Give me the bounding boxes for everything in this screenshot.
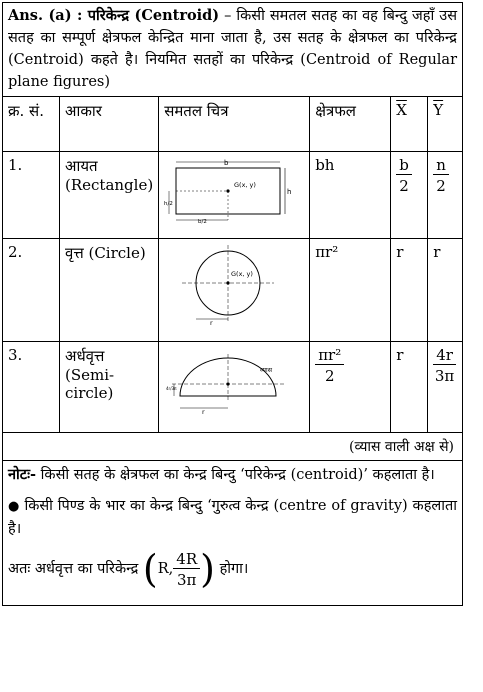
intro-text: – किसी समतल सतह का वह बिन्दु जहाँ उस सतह का सम्पूर्ण क्षेत्रफल केन्द्रित माना जाता है, उस सतह के क्षेत्रफल का परिकेन्द्र (Centroid) कहते है। नियमित सतहों का परिकेन्द्र (Centroid of Regular plane figures)	[8, 8, 457, 90]
row-sno: 1.	[3, 152, 60, 239]
note-2	[8, 495, 457, 541]
row-sno: 2.	[3, 239, 60, 342]
header-figure: समतल चित्र	[159, 97, 310, 152]
note-1	[8, 463, 457, 487]
solution-box	[2, 2, 463, 606]
conclusion	[8, 549, 457, 589]
ybar-num: n	[433, 156, 449, 175]
figure-cell	[159, 152, 310, 239]
notes-section	[3, 461, 462, 605]
label-h2: h/2	[164, 201, 174, 207]
note-label: नोटः-	[8, 466, 37, 483]
row-area: bh	[310, 152, 391, 239]
note-2-text: किसी पिण्ड के भार का केन्द्र बिन्दु ‘गुरुत्व केन्द्र (centre of gravity) कहलाता है।	[8, 498, 458, 537]
rectangle-figure	[164, 156, 294, 224]
table-row	[3, 152, 462, 239]
conclusion-pre: अतः अर्धवृत्त का परिकेन्द्र	[8, 561, 139, 577]
xbar-num: b	[396, 156, 412, 175]
right-paren-icon: )	[200, 547, 215, 591]
header-ybar	[428, 97, 462, 152]
conclusion-num: 4R	[173, 550, 200, 569]
row-area: πr²	[310, 239, 391, 342]
table-header-row	[3, 97, 462, 152]
centroid-table	[3, 97, 462, 433]
ybar-fraction	[433, 156, 449, 195]
row-xbar: r	[391, 239, 428, 342]
header-area: क्षेत्रफल	[310, 97, 391, 152]
header-shape: आकार	[60, 97, 159, 152]
label-diameter: व्यास	[260, 366, 273, 374]
ybar-den: 3π	[434, 367, 455, 385]
row-shape: अर्धवृत्त (Semi-circle)	[60, 342, 159, 433]
label-g: G(x, y)	[231, 270, 254, 278]
semicircle-figure	[164, 346, 294, 418]
centroid-coordinate	[143, 549, 215, 589]
axis-note: (व्यास वाली अक्ष से)	[3, 433, 462, 461]
answer-label: Ans. (a) : परिकेन्द्र (Centroid)	[8, 7, 220, 24]
table-row	[3, 342, 462, 433]
left-paren-icon: (	[142, 547, 158, 591]
ybar-fraction	[433, 346, 456, 385]
table-row	[3, 239, 462, 342]
xbar-den: 2	[399, 177, 409, 195]
area-den: 2	[324, 367, 335, 385]
label-b: b	[224, 159, 229, 167]
row-xbar	[391, 152, 428, 239]
intro-paragraph	[3, 3, 462, 97]
ybar-num: 4r	[433, 346, 456, 365]
area-fraction	[315, 346, 344, 385]
conclusion-r: R,	[157, 560, 174, 577]
bullet-icon: ●	[8, 499, 20, 514]
label-b2: b/2	[198, 219, 208, 224]
conclusion-post: होगा।	[219, 561, 249, 577]
row-ybar	[428, 152, 462, 239]
conclusion-fraction	[173, 550, 200, 589]
conclusion-den: 3π	[177, 570, 197, 589]
label-r: r	[210, 319, 213, 327]
xbar-fraction	[396, 156, 412, 195]
label-y: 4r/3π	[166, 386, 177, 391]
row-area	[310, 342, 391, 433]
label-g: G(x, y)	[234, 181, 257, 189]
ybar-symbol: $\overline{Y}$	[433, 101, 444, 119]
ybar-den: 2	[436, 177, 446, 195]
header-xbar	[391, 97, 428, 152]
circle-figure	[164, 243, 294, 327]
area-num: πr²	[315, 346, 344, 365]
header-sno: क्र. सं.	[3, 97, 60, 152]
row-ybar: r	[428, 239, 462, 342]
row-xbar: r	[391, 342, 428, 433]
label-h: h	[287, 188, 292, 196]
note-1-text: किसी सतह के क्षेत्रफल का केन्द्र बिन्दु ‘परिकेन्द्र (centroid)’ कहलाता है।	[36, 467, 435, 483]
xbar-symbol: $\overline{X}$	[396, 101, 407, 119]
row-sno: 3.	[3, 342, 60, 433]
row-shape: वृत्त (Circle)	[60, 239, 159, 342]
row-shape: आयत (Rectangle)	[60, 152, 159, 239]
row-ybar	[428, 342, 462, 433]
label-r: r	[202, 408, 205, 416]
figure-cell	[159, 342, 310, 433]
figure-cell	[159, 239, 310, 342]
